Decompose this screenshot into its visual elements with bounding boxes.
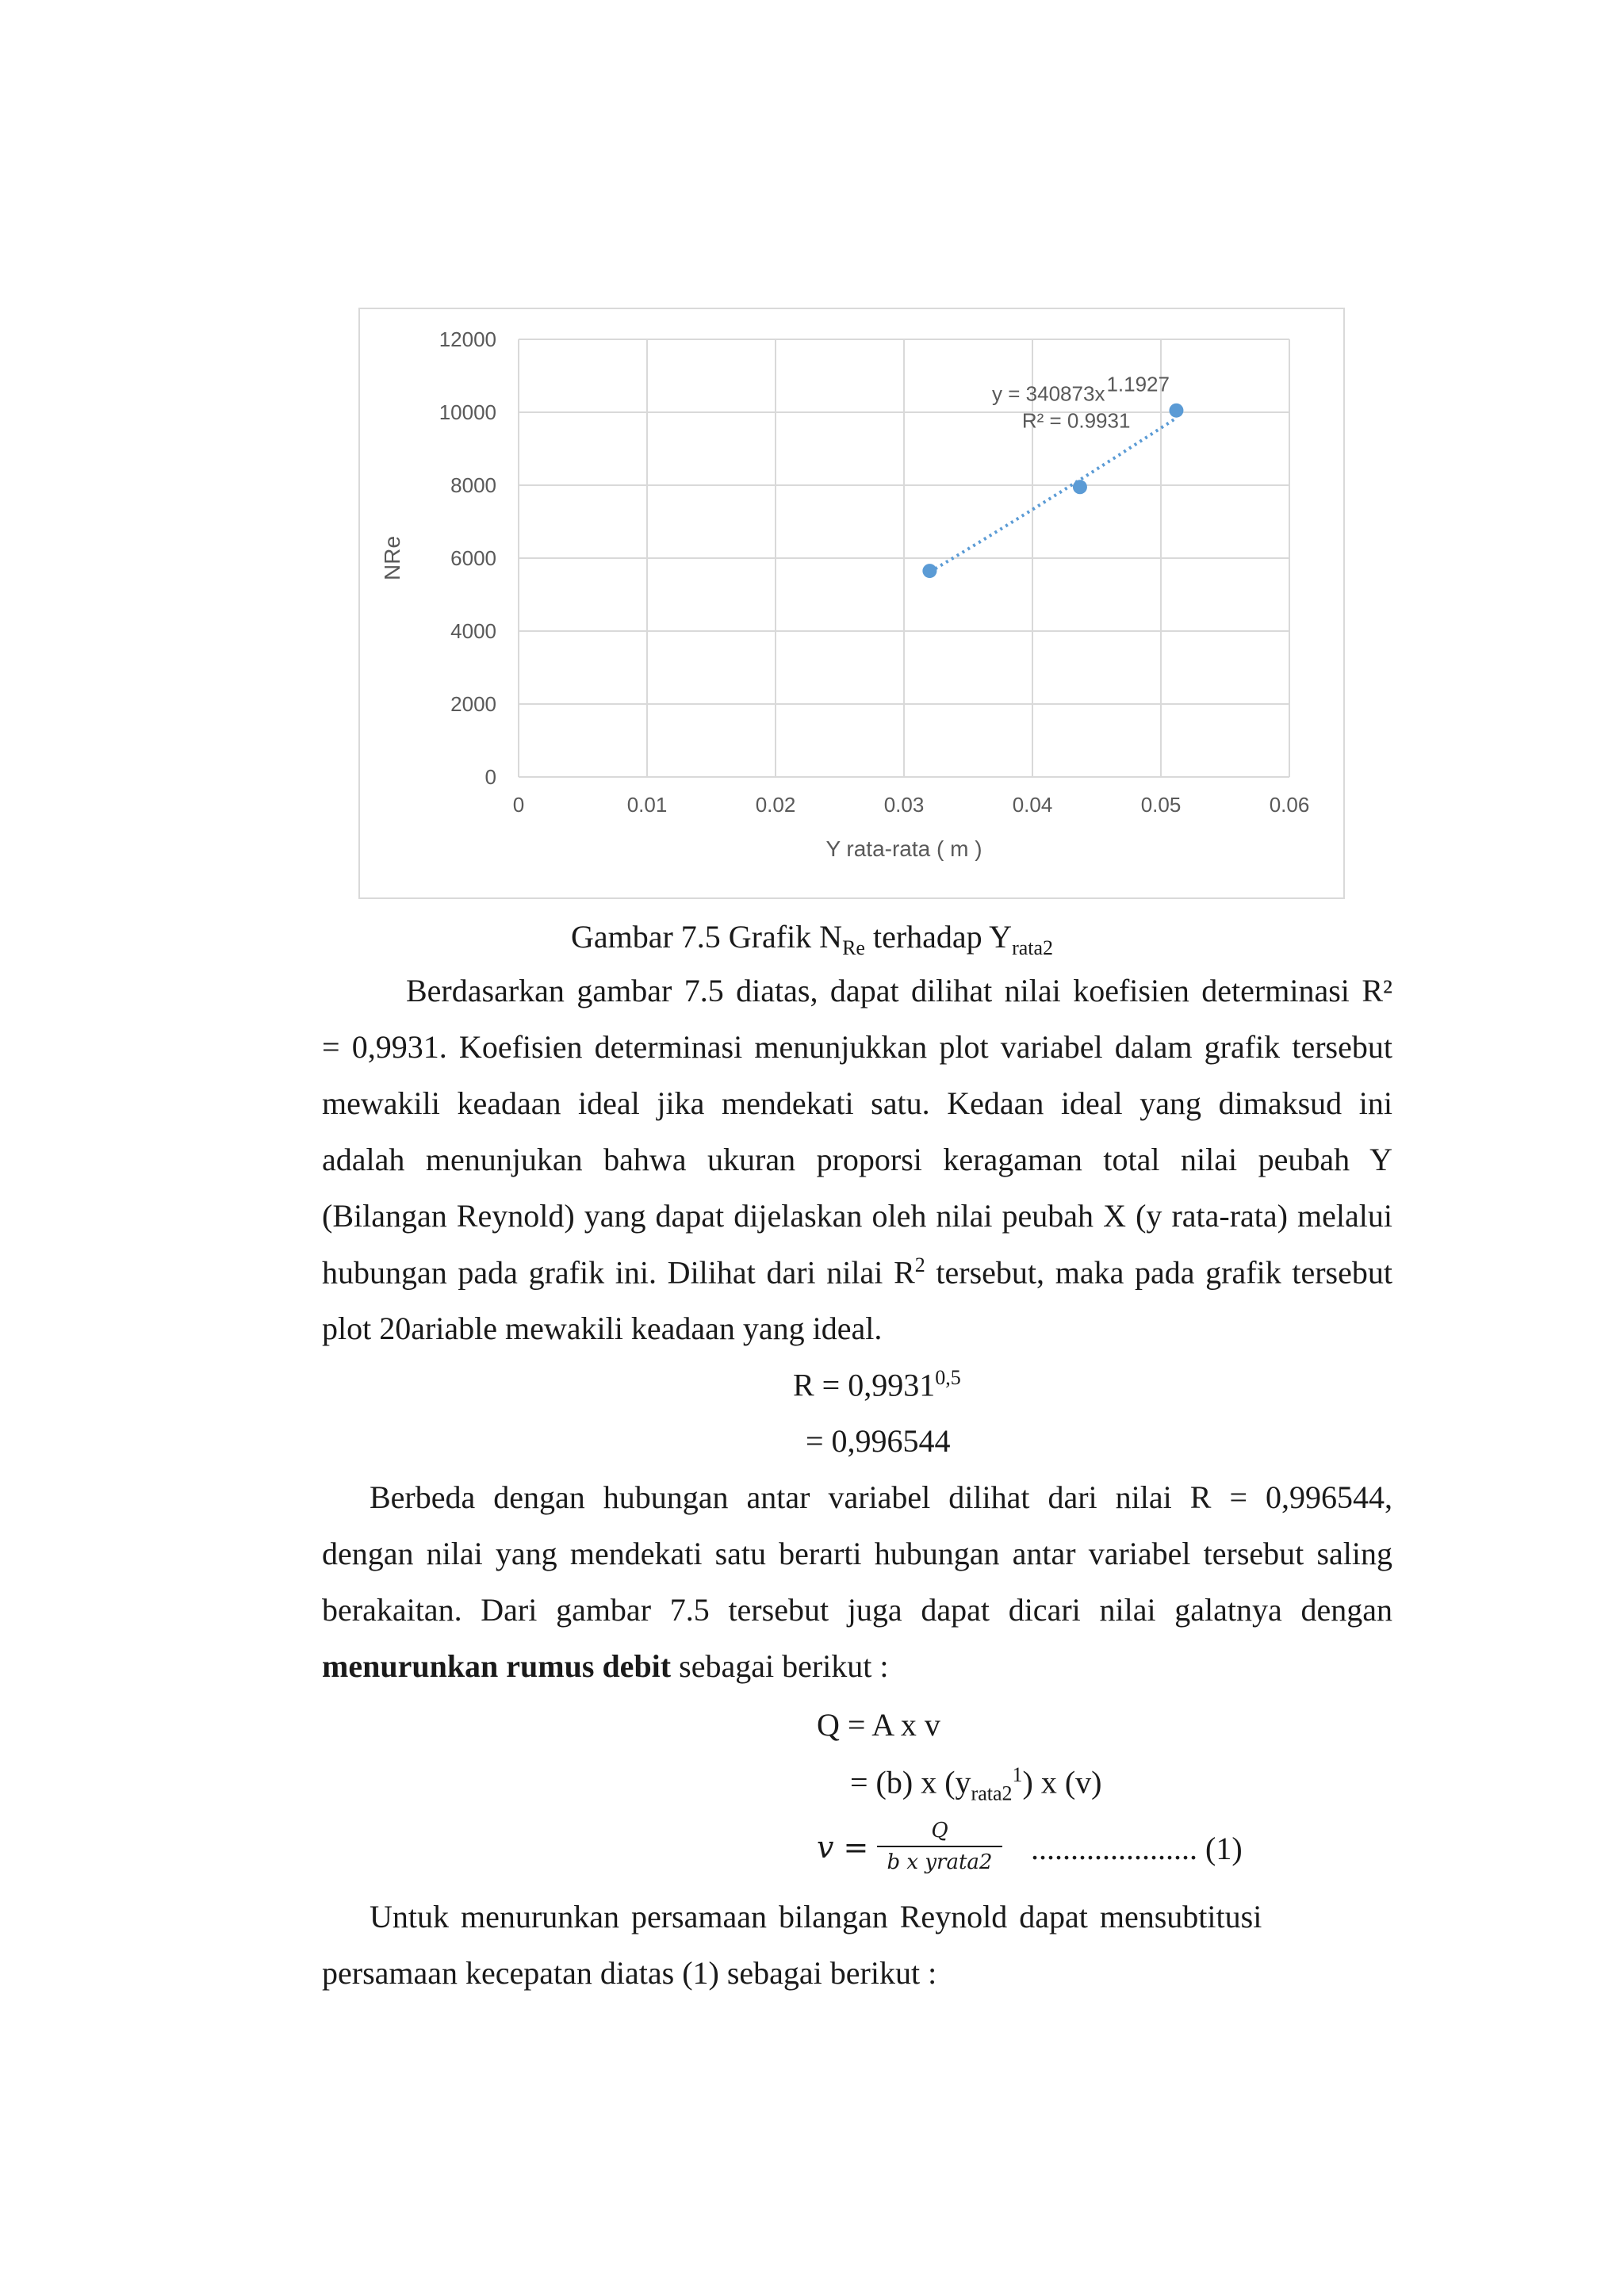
trendline-exponent: 1.1927 <box>1106 372 1170 396</box>
data-point <box>1073 480 1087 494</box>
nre-scatter-chart <box>360 309 1346 901</box>
y-tick-label: 6000 <box>450 546 496 570</box>
eq-q-line2 <box>850 1763 1101 1805</box>
eq-r-value: R = 0,9931 <box>793 1367 936 1403</box>
para3-line1: Untuk menurunkan persamaan bilangan Reynold dapat mensubtitusi <box>370 1899 1262 1934</box>
para3-line2: persamaan kecepatan diatas (1) sebagai berikut : <box>322 1955 937 1991</box>
chart-container <box>358 308 1345 899</box>
para2-line4-rest: sebagai berikut : <box>671 1648 889 1684</box>
para2-line4 <box>322 1647 888 1685</box>
para1-line6 <box>322 1253 1392 1291</box>
para2-bold-phrase: menurunkan rumus debit <box>322 1648 672 1684</box>
para1-line6-a: hubungan pada grafik ini. Dilihat dari nilai R <box>322 1254 915 1291</box>
para1-line2: = 0,9931. Koefisien determinasi menunjukkan plot variabel dalam grafik tersebut <box>322 1029 1392 1065</box>
caption-sub-re: Re <box>842 936 865 959</box>
eq-v-numerator: Q <box>931 1819 948 1843</box>
eq-q2-b: ) x (v) <box>1022 1764 1102 1800</box>
eq-v-fraction <box>877 1817 1002 1876</box>
eq-r-line1 <box>793 1366 961 1403</box>
para1-line3: mewakili keadaan ideal jika mendekati satu. Kedaan ideal yang dimaksud ini <box>322 1085 1392 1121</box>
para1-line6-sup: 2 <box>914 1253 925 1276</box>
para2-line2: dengan nilai yang mendekati satu berarti hubungan antar variabel tersebut saling <box>322 1536 1392 1571</box>
x-tick-label: 0.02 <box>755 793 796 817</box>
y-tick-label: 2000 <box>450 692 496 716</box>
eq-v-label: ..................... (1) <box>1031 1831 1243 1866</box>
para1-line6-b: tersebut, maka pada grafik tersebut <box>925 1254 1392 1291</box>
x-tick-label: 0.04 <box>1012 793 1053 817</box>
caption-prefix: Gambar 7.5 Grafik N <box>570 919 843 955</box>
eq-q-line1: Q = A x v <box>817 1707 940 1743</box>
x-axis-title: Y rata-rata ( m ) <box>825 836 982 861</box>
figure-caption <box>0 918 1624 960</box>
fraction-bar <box>877 1846 1002 1847</box>
eq-r-exponent: 0,5 <box>935 1366 961 1389</box>
x-tick-label: 0.03 <box>883 793 925 817</box>
para1-line4: adalah menunjukan bahwa ukuran proporsi keragaman total nilai peubah Y <box>322 1142 1392 1177</box>
caption-middle: terhadap Y <box>864 919 1013 955</box>
x-tick-label: 0.05 <box>1140 793 1182 817</box>
trendline-r2: R² = 0.9931 <box>1021 408 1131 433</box>
x-tick-label: 0.06 <box>1269 793 1310 817</box>
x-tick-label: 0.01 <box>626 793 668 817</box>
y-tick-label: 12000 <box>439 327 496 351</box>
y-tick-label: 10000 <box>439 400 496 424</box>
eq-v-lhs: v = <box>817 1830 869 1865</box>
para1-line1: Berdasarkan gambar 7.5 diatas, dapat dilihat nilai koefisien determinasi R² <box>406 973 1392 1008</box>
data-point <box>1169 404 1183 418</box>
eq-q2-sub: rata2 <box>971 1781 1013 1805</box>
para1-line7: plot 20ariable mewakili keadaan yang ideal. <box>322 1311 883 1346</box>
y-tick-label: 4000 <box>450 619 496 643</box>
x-tick-label: 0 <box>512 793 525 817</box>
para1-line5: (Bilangan Reynold) yang dapat dijelaskan oleh nilai peubah X (y rata-rata) melalui <box>322 1198 1392 1234</box>
trendline <box>929 418 1176 572</box>
trendline-equation: y = 340873x <box>992 381 1105 406</box>
para2-line1: Berbeda dengan hubungan antar variabel dilihat dari nilai R = 0,996544, <box>370 1479 1392 1515</box>
caption-sub-rata2: rata2 <box>1012 936 1054 959</box>
eq-r-line2: = 0,996544 <box>806 1423 951 1459</box>
y-tick-label: 0 <box>485 765 496 789</box>
y-axis-title: NRe <box>380 535 404 581</box>
eq-q2-sup: 1 <box>1012 1763 1023 1786</box>
para2-line3: berakaitan. Dari gambar 7.5 tersebut juga dapat dicari nilai galatnya dengan <box>322 1592 1392 1628</box>
data-point <box>922 564 936 578</box>
eq-q2-a: = (b) x (y <box>850 1764 971 1800</box>
eq-v-denominator: b x yrata2 <box>887 1850 993 1874</box>
y-tick-label: 8000 <box>450 473 496 497</box>
